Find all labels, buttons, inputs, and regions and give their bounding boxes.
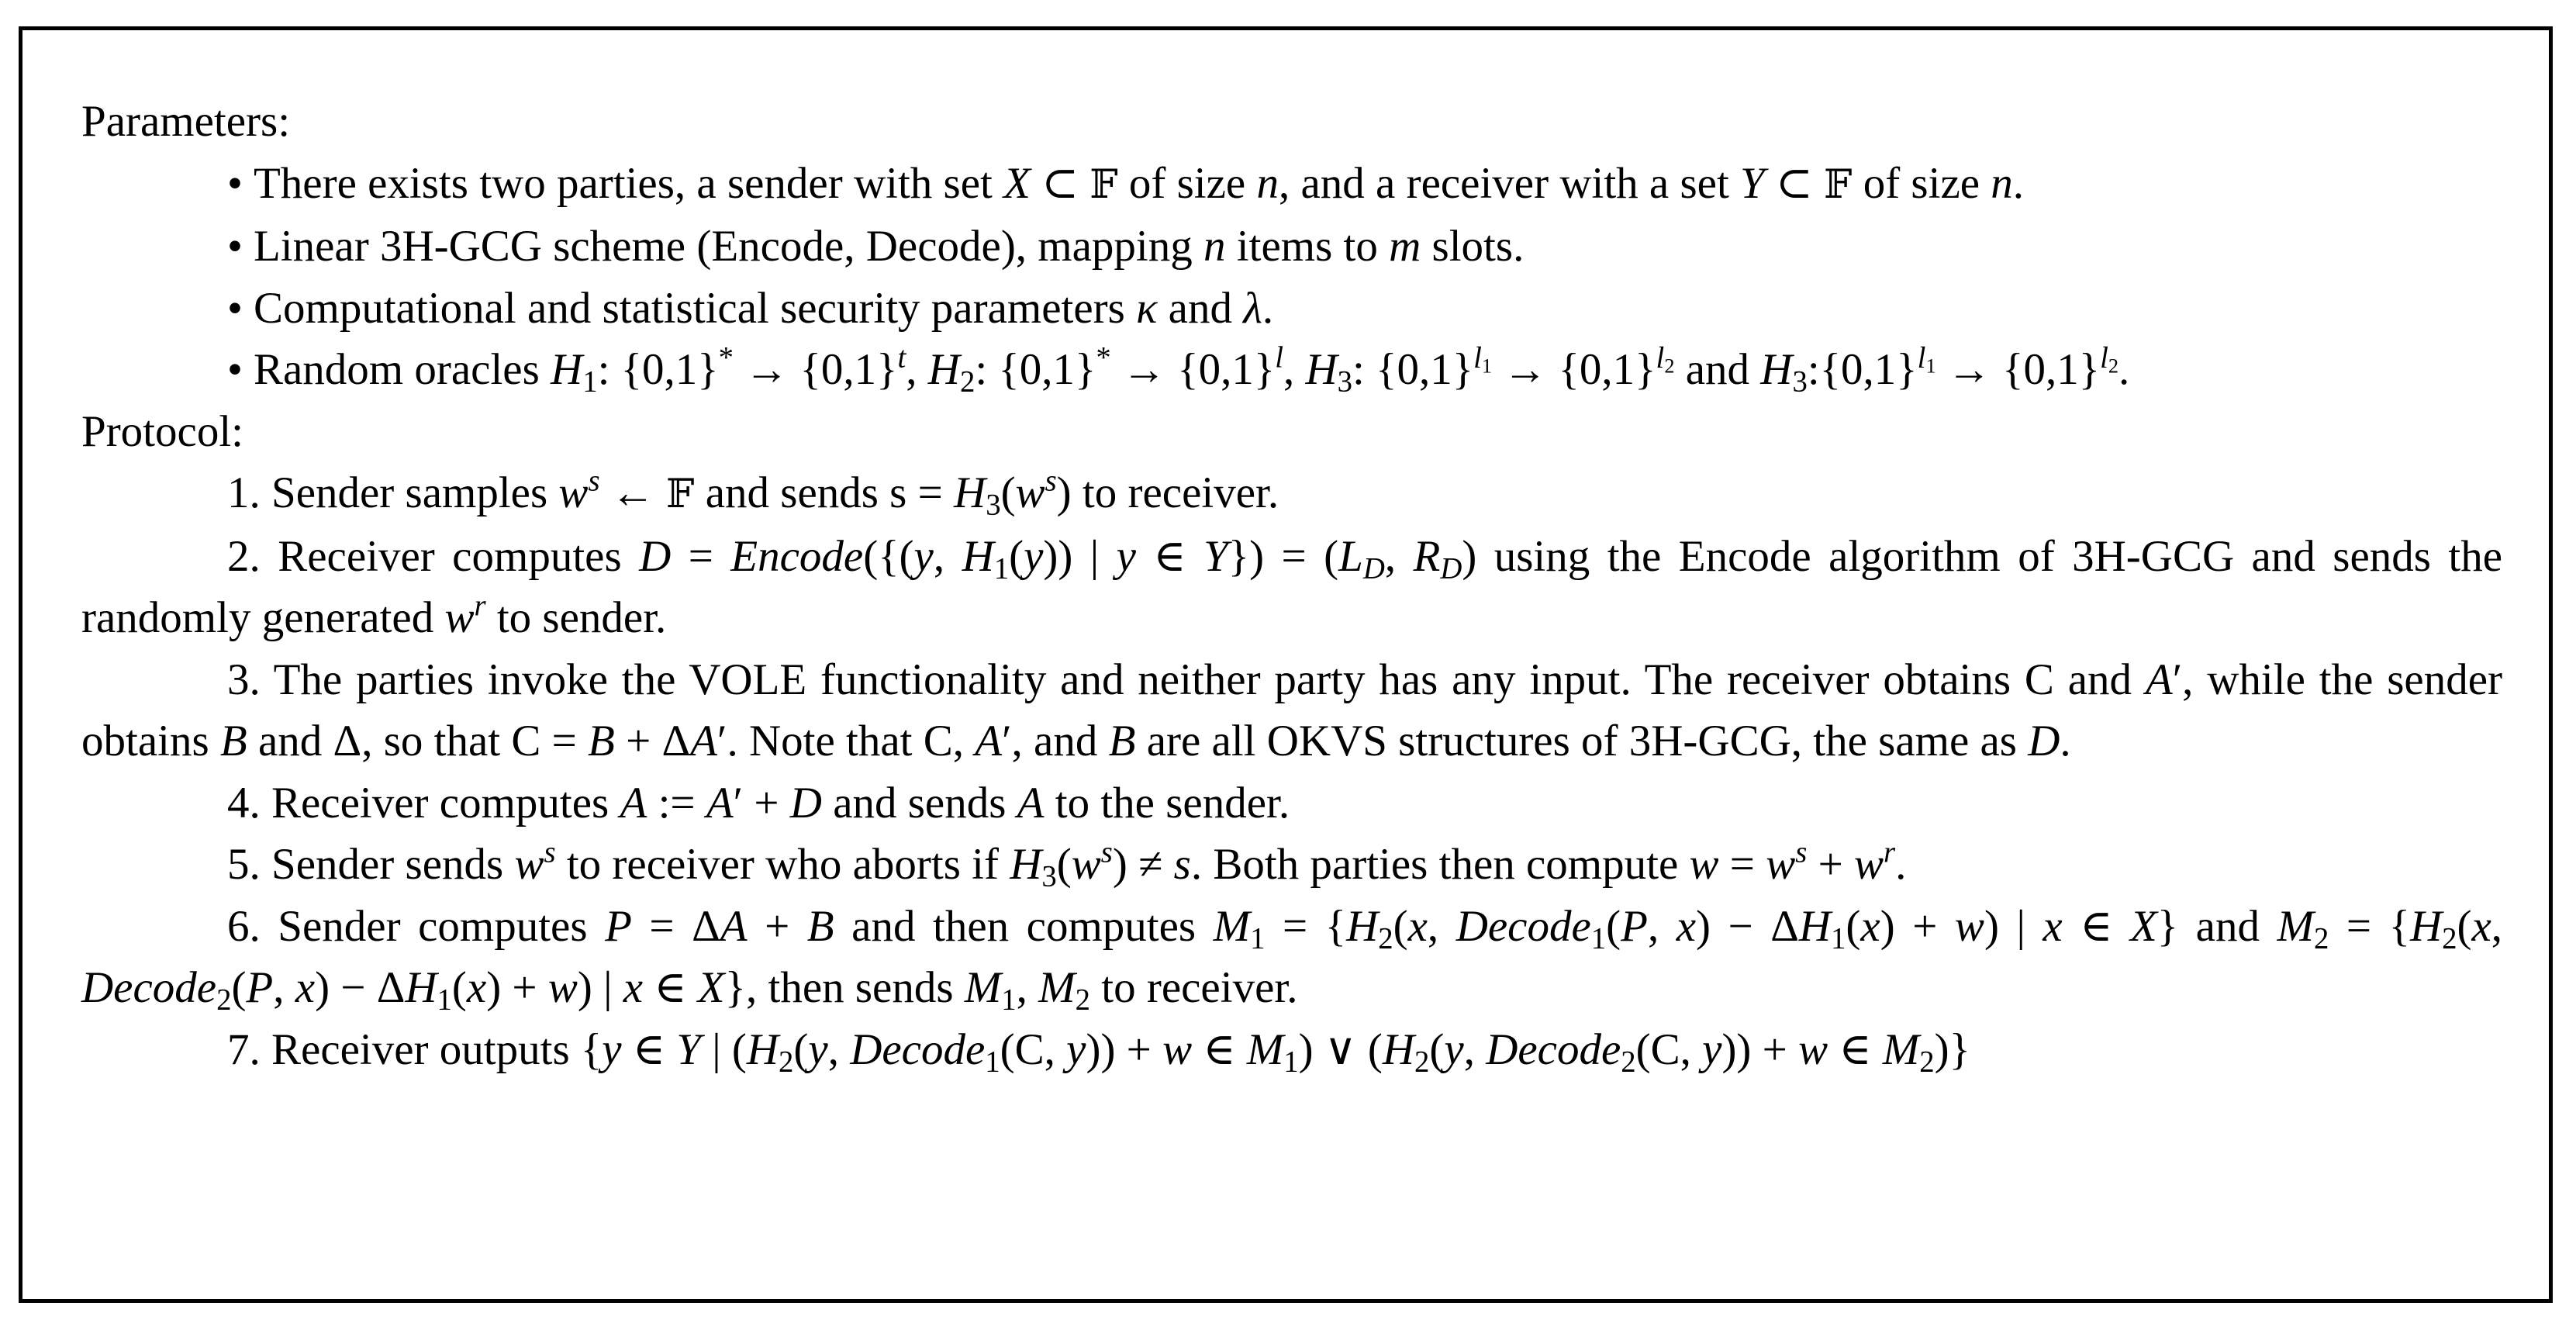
protocol-heading: Protocol: [81, 406, 243, 456]
protocol-step-1: 1. Sender samples $w^s$ ← 𝔽 and sends $s = H_3(w^s)$ to receiver. [227, 464, 1279, 522]
protocol-step-5: 5. Sender sends $w^s$ to receiver who aborts if $H_3(w^s) \ne s$. Both parties then compute $w = w^s + w^r$. [227, 835, 1907, 893]
parameter-item-security: • Computational and statistical security parameters κ and λ. [81, 278, 2502, 340]
parameter-item-parties: • There exists two parties, a sender with set X ⊂ 𝔽 of size n, and a receiver with a set Y ⊂ 𝔽 of size n. [81, 153, 2502, 216]
protocol-step-2: 2. Receiver computes D = Encode({(y, $H_1(y)$) | y ∈ $Y\}) = (L_D$, $R_D$) using the Encode algorithm of 3H-GCG and sends the randomly generated $w^r$ to sender. [81, 531, 2503, 642]
parameter-item-oracles: • Random oracles $H_1$: $\{0,1\}^* \to \{0,1\}^t$, $H_2$: $\{0,1\}^* \to \{0,1\}^l$, $H_3$: $\{0,1\}^{l_1} \to \{0,1\}^{l_2}$ and $H_3:\{0,1\}^{l_1} \to \{0,1\}^{l_2}$. [81, 339, 2502, 401]
protocol-step-4: 4. Receiver computes A := A′ + D and sends A to the sender. [227, 778, 1290, 827]
protocol-box [19, 26, 2553, 1303]
parameters-heading: Parameters: [81, 97, 291, 146]
protocol-step-3: 3. The parties invoke the VOLE functionality and neither party has any input. The receiver obtains C and A′, while the sender obtains B and Δ, so that C = B + ΔA′. Note that C, A′, and B are all OKVS structures of 3H-GCG, the same as D. [81, 655, 2502, 765]
parameter-item-scheme: • Linear 3H-GCG scheme (Encode, Decode), mapping n items to m slots. [81, 216, 2502, 278]
protocol-step-7: 7. Receiver outputs {y ∈ Y | ($H_2(y$, Decode$_1$(C, y)) + w ∈ $M_1$) ∨ ($H_2(y$, Decode$_2$(C, y)) + w ∈ $M_2$)} [227, 1024, 1970, 1079]
protocol-content [81, 91, 2502, 1080]
protocol-step-6: 6. Sender computes P = ΔA + B and then computes $M_1 = \{H_2(x$, Decode$_1$(P, $x) - \Delta H_1(x) + w$) | x ∈ X} and $M_2 = \{H_2(x$, Decode$_2$(P, $x) - \Delta H_1(x) + w$) | x ∈ X}, then sends $M_1$, $M_2$ to receiver. [81, 901, 2503, 1017]
